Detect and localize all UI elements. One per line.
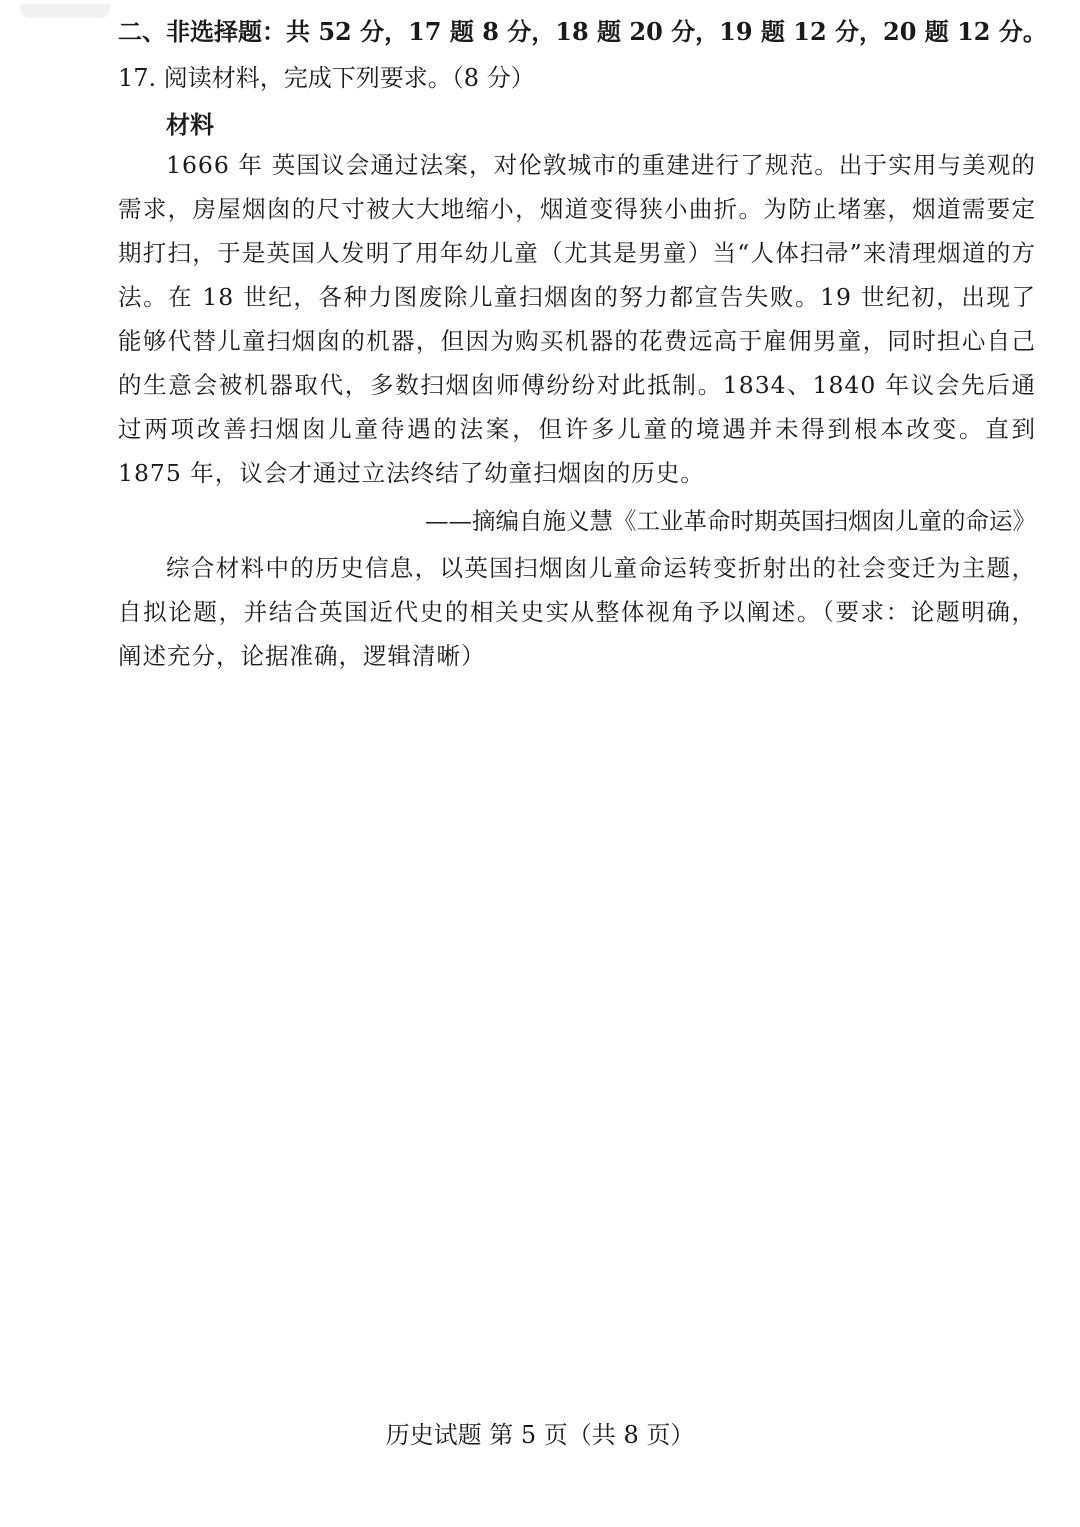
section-heading: 二、非选择题：共 52 分，17 题 8 分，18 题 20 分，19 题 12 分，20 题 12 分。 bbox=[118, 17, 1047, 46]
page-footer: 历史试题 第 5 页（共 8 页） bbox=[385, 1421, 695, 1449]
question-title: 17. 阅读材料，完成下列要求。（8 分） bbox=[118, 64, 535, 92]
question-prompt: 综合材料中的历史信息，以英国扫烟囱儿童命运转变折射出的社会变迁为主题，自拟论题，并结合英国近代史的相关史实从整体视角予以阐述。（要求：论题明确，阐述充分，论据准确，逻辑清晰） bbox=[118, 554, 1036, 670]
material-text: 1666 年 英国议会通过法案，对伦敦城市的重建进行了规范。出于实用与美观的需求，房屋烟囱的尺寸被大大地缩小，烟道变得狭小曲折。为防止堵塞，烟道需要定期打扫，于是英国人发明了用年幼儿童（尤其是男童）当“人体扫帚”来清理烟道的方法。在 18 世纪，各种力图废除儿童扫烟囱的努力都宣告失败。19 世纪初，出现了能够代替儿童扫烟囱的机器，但因为购买机器的花费远高于雇佣男童，同时担心自己的生意会被机器取代，多数扫烟囱师傅纷纷对此抵制。1834、1840 年议会先后通过两项改善扫烟囱儿童待遇的法案，但许多儿童的境遇并未得到根本改变。直到 1875 年，议会才通过立法终结了幼童扫烟囱的历史。 bbox=[118, 151, 1036, 487]
material-label: 材料 bbox=[166, 110, 214, 139]
material-source: ——摘编自施义慧《工业革命时期英国扫烟囱儿童的命运》 bbox=[425, 507, 1036, 535]
scan-corner-mark bbox=[20, 4, 110, 18]
